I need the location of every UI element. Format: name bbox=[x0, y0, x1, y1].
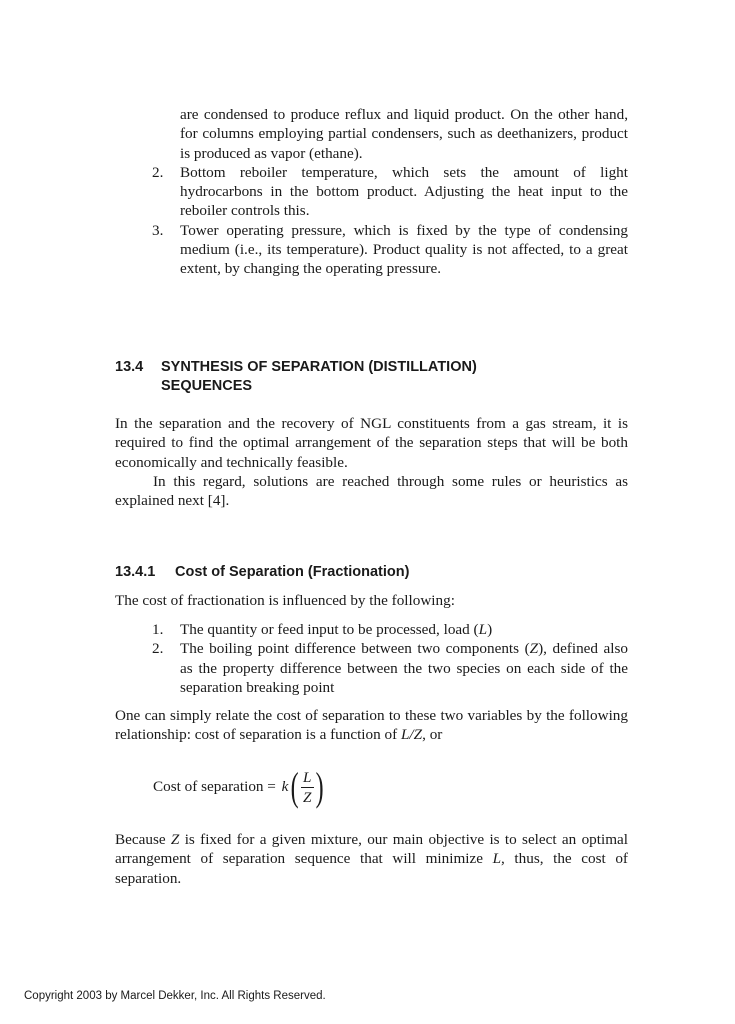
fraction-bar bbox=[301, 787, 314, 788]
subsection-intro bbox=[115, 591, 628, 610]
paragraph: In the separation and the recovery of NGL constituents from a gas stream, it is required to find the optimal arrangement of the separation steps that will be both economically and technically feasible. bbox=[115, 415, 628, 471]
paragraph: In this regard, solutions are reached through some rules or heuristics as explained next [4]. bbox=[115, 472, 628, 510]
factors-list bbox=[148, 620, 628, 697]
fraction bbox=[301, 769, 314, 806]
section-heading-13-4-1 bbox=[115, 563, 409, 582]
equation-coefficient: k bbox=[281, 778, 289, 795]
list-item-continuation: are condensed to produce reflux and liquid product. On the other hand, for columns employing partial condensers, such as deethanizers, product is produced as vapor (ethane). bbox=[180, 106, 628, 162]
section-title-line2: SEQUENCES bbox=[161, 378, 253, 394]
list-item-2: 2. The boiling point difference between two components (Z), defined also as the property difference between the two species on each side of the separation breaking point bbox=[152, 640, 629, 696]
subsection-number: 13.4.1 bbox=[115, 564, 156, 580]
list-number: 1. bbox=[152, 621, 164, 638]
continued-list bbox=[148, 105, 628, 279]
cost-equation bbox=[153, 764, 326, 810]
list-item-1: 1. The quantity or feed input to be processed, load (L) bbox=[152, 621, 493, 638]
subsection-title: Cost of Separation (Fractionation) bbox=[175, 564, 410, 580]
paragraph: The cost of fractionation is influenced by the following: bbox=[115, 592, 455, 609]
list-item-3 bbox=[148, 221, 628, 279]
section-13-4-body bbox=[115, 414, 628, 510]
list-item-text: Tower operating pressure, which is fixed by the type of condensing medium (i.e., its temperature). Product quality is not affected, to a great extent, by changing the operating pressure. bbox=[180, 221, 628, 278]
section-number: 13.4 bbox=[115, 359, 144, 375]
close-paren: ) bbox=[315, 764, 324, 809]
list-item-text: Bottom reboiler temperature, which sets the amount of light hydrocarbons in the bottom product. Adjusting the heat input to the reboiler controls this. bbox=[180, 163, 628, 220]
copyright-notice: Copyright 2003 by Marcel Dekker, Inc. All Rights Reserved. bbox=[24, 990, 326, 1002]
open-paren: ( bbox=[291, 764, 300, 809]
section-title-line1: SYNTHESIS OF SEPARATION (DISTILLATION) bbox=[161, 359, 477, 375]
section-heading-13-4 bbox=[115, 358, 477, 396]
list-number: 3. bbox=[152, 221, 164, 239]
equation-label: Cost of separation = bbox=[153, 778, 280, 795]
list-item-2 bbox=[148, 163, 628, 221]
list-number: 2. bbox=[152, 640, 164, 658]
relationship-paragraph: One can simply relate the cost of separation to these two variables by the following relationship: cost of separation is a function of L/Z, or bbox=[115, 707, 628, 744]
conclusion-paragraph: Because Z is fixed for a given mixture, our main objective is to select an optimal arrangement of separation sequence that will minimize L, thus, the cost of separation. bbox=[115, 831, 628, 887]
numerator: L bbox=[303, 768, 312, 786]
denominator: Z bbox=[303, 788, 312, 806]
list-number: 2. bbox=[152, 163, 164, 181]
